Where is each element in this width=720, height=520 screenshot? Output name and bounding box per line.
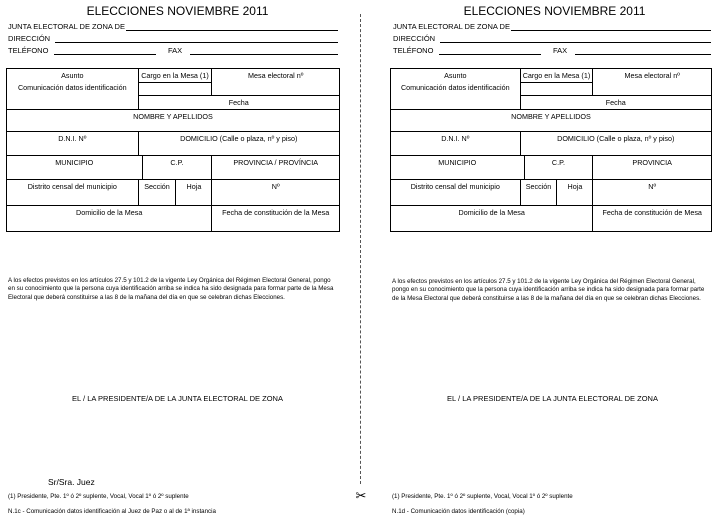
identification-table [390,68,712,232]
legal-paragraph [8,277,353,302]
dni-label: D.N.I. Nº [7,132,139,156]
right-form [365,0,720,520]
seccion-label: Sección [138,180,176,206]
cut-line [360,14,361,484]
signature-caption: EL / LA PRESIDENTE/A DE LA JUNTA ELECTORAL DE ZONA [72,394,283,403]
cargo-value [138,83,212,96]
form-code: N.1c - Comunicación datos identificación al Juez de Paz o al de 1ª instancia [8,508,216,515]
paragraph-line: A los efectos previstos en los artículos 27.5 y 101.2 de la vigente Ley Orgánica del Régimen Electoral General, pongo [8,277,331,284]
telefono-line [54,54,156,55]
form-title: ELECCIONES NOVIEMBRE 2011 [463,4,646,18]
direccion-label: DIRECCIÓN [393,34,436,43]
junta-label: JUNTA ELECTORAL DE ZONA DE [393,22,510,31]
fax-label: FAX [168,46,183,55]
cargo-value [520,83,593,96]
numero-label: Nº [593,180,712,206]
nombre-label: NOMBRE Y APELLIDOS [7,110,340,132]
junta-label: JUNTA ELECTORAL DE ZONA DE [8,22,125,31]
domicilio-mesa-label: Domicilio de la Mesa [7,206,212,232]
addressee: Sr/Sra. Juez [48,477,95,487]
dni-label: D.N.I. Nº [391,132,521,156]
junta-row [8,22,338,31]
paragraph-line: de la Mesa Electoral que deberá constituirse a las 8 de la mañana del día en que se celebran dichas Elecciones. [392,294,701,302]
paragraph-line: pongo en su conocimiento que la persona cuya identificación arriba se indica ha sido designada para formar parte [392,286,705,294]
direccion-line [55,42,338,43]
paragraph-line: en su conocimiento que la persona cuya identificación arriba se indica ha sido designada para formar parte de la Mesa [8,285,334,293]
provincia-label: PROVINCIA [593,156,712,180]
fecha-constitucion-label: Fecha de constitución de Mesa [593,206,712,232]
telefono-row [393,46,713,55]
asunto-label: Asunto [7,69,139,83]
cp-label: C.P. [142,156,212,180]
fecha-label: Fecha [520,96,711,110]
fecha-label: Fecha [138,96,339,110]
fax-label: FAX [553,46,568,55]
distrito-label: Distrito censal del municipio [391,180,521,206]
fax-line [190,54,338,55]
municipio-label: MUNICIPIO [391,156,525,180]
nombre-label: NOMBRE Y APELLIDOS [391,110,712,132]
telefono-label: TELÉFONO [393,46,434,55]
distrito-label: Distrito censal del municipio [7,180,139,206]
junta-line [511,30,711,31]
asunto-value: Comunicación datos identificación [7,83,139,110]
legal-paragraph [392,278,720,303]
junta-row [393,22,713,31]
hoja-label: Hoja [557,180,593,206]
asunto-value: Comunicación datos identificación [391,83,521,110]
junta-line [126,30,338,31]
domicilio-label: DOMICILIO (Calle o plaza, nº y piso) [520,132,711,156]
scissors-icon: ✂ [355,488,367,503]
numero-label: Nº [212,180,340,206]
direccion-line [440,42,711,43]
municipio-label: MUNICIPIO [7,156,143,180]
telefono-label: TELÉFONO [8,46,49,55]
direccion-row [393,34,713,43]
form-title: ELECCIONES NOVIEMBRE 2011 [86,4,269,18]
paragraph-line: Electoral que deberá constituirse a las 8 de la mañana del día en que se celebran dichas Elecciones. [8,293,285,301]
cargo-label: Cargo en la Mesa (1) [138,69,212,83]
domicilio-label: DOMICILIO (Calle o plaza, nº y piso) [138,132,339,156]
mesa-label: Mesa electoral nº [212,69,340,96]
footnote: (1) Presidente, Pte. 1º ó 2º suplente, Vocal, Vocal 1º ó 2º suplente [8,493,189,500]
fax-line [575,54,711,55]
identification-table [6,68,340,232]
fecha-constitucion-label: Fecha de constitución de la Mesa [212,206,340,232]
cargo-label: Cargo en la Mesa (1) [520,69,593,83]
telefono-row [8,46,338,55]
footnote: (1) Presidente, Pte. 1º ó 2º suplente, Vocal, Vocal 1º ó 2º suplente [392,493,573,500]
cp-label: C.P. [524,156,593,180]
asunto-label: Asunto [391,69,521,83]
hoja-label: Hoja [176,180,212,206]
signature-caption: EL / LA PRESIDENTE/A DE LA JUNTA ELECTORAL DE ZONA [447,394,658,403]
direccion-label: DIRECCIÓN [8,34,51,43]
mesa-label: Mesa electoral nº [593,69,712,96]
seccion-label: Sección [520,180,557,206]
form-code: N.1d - Comunicación datos identificación (copia) [392,508,525,515]
direccion-row [8,34,338,43]
telefono-line [439,54,541,55]
domicilio-mesa-label: Domicilio de la Mesa [391,206,593,232]
left-form [0,0,355,520]
provincia-label: PROVINCIA / PROVÍNCIA [212,156,340,180]
paragraph-line: A los efectos previstos en los artículos 27.5 y 101.2 de la vigente Ley Orgánica del Régimen Electoral General, [392,278,696,285]
